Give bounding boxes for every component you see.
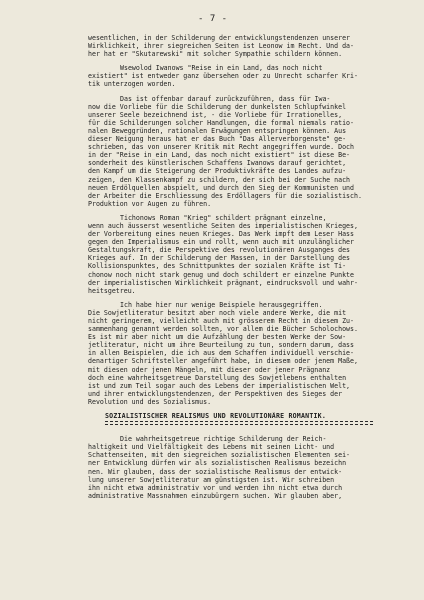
text-line: sonderheit des künstlerischen Schaffens Iwanows darauf gerichtet, [88, 159, 347, 168]
text-line: zeigen, den Klassenkampf zu schildern, der sich bei der Suche nach [88, 175, 351, 184]
text-line: Wsewolod Iwanows "Reise in ein Land, das noch nicht [120, 64, 323, 73]
text-line: Produktion vor Augen zu führen. [88, 199, 212, 208]
section-heading-text: SOZIALISTISCHER REALISMUS UND REVOLUTIONÄRE ROMANTIK. [105, 412, 326, 421]
text-line: heitsgetreu. [88, 286, 136, 295]
text-line: Wirklichkeit, ihrer siegreichen Seiten ist Leonow im Recht. Und da- [88, 42, 354, 51]
text-line: jetliteratur, nicht um ihre Beurteilung zu tun, sondern darum, dass [88, 341, 354, 350]
text-line: in allen Beispielen, die ich aus dem Schaffen individuell verschie- [88, 349, 354, 358]
text-line: den Kampf um die Steigerung der Produktivkräfte des Landes aufzu- [88, 167, 347, 176]
text-line: nicht geringerem, vielleicht auch mit grösserem Recht in diesem Zu- [88, 317, 354, 325]
text-line: Schattenseiten, mit den siegreichen sozialistischen Elementen sei- [88, 451, 351, 460]
text-line: Die Sowjetliteratur besitzt aber noch viele andere Werke, die mit [88, 308, 347, 317]
text-line: now die Vorliebe für die Schilderung der dunkelsten Schlupfwinkel [88, 102, 347, 111]
text-line: chonow noch nicht stark genug und doch schildert er einzelne Punkte [88, 270, 354, 279]
text-line: nen. Wir glauben, dass der sozialistische Realismus der entwick- [88, 467, 343, 476]
text-line: haltigkeit und Vielfältigkeit des Lebens mit seinen Licht- und [88, 443, 335, 452]
text-line: dieser Neigung heraus hat er das Buch "Das Allerverborgenste" ge- [88, 135, 347, 144]
text-line: nalen Beweggründen, rationalen Erwägungen entspringen können. Aus [88, 126, 347, 135]
text-line: lung unserer Sowjetliteratur am günstigsten ist. Wir schreiben [88, 475, 335, 484]
text-line: mit diesen oder jenen Mängeln, mit dieser oder jener Prägnanz [88, 365, 331, 374]
text-line: Tichonows Roman "Krieg" schildert prägnant einzelne, [120, 213, 327, 222]
paragraph [0, 64, 424, 88]
text-line: Kollisionspunktes, des Schnittpunktes der sozialen Kräfte ist Ti- [88, 262, 347, 271]
text-line: doch eine wahrheitsgetreue Darstellung des Sowjetlebens enthalten [88, 373, 347, 382]
paragraph [0, 435, 424, 500]
text-line: Gestaltungskraft, die Perspektive des revolutionären Ausganges des [88, 246, 351, 255]
page-number: - 7 - [198, 14, 228, 24]
text-line: neuen Erdölquellen abspielt, und durch den Sieg der Kommunisten und [88, 183, 354, 192]
paragraph [0, 301, 424, 406]
text-line: sammenhang genannt werden sollten, vor allem die Bücher Scholochows. [88, 325, 358, 334]
text-line: in der "Reise in ein Land, das noch nicht existiert" ist diese Be- [88, 151, 351, 160]
text-line: der Arbeiter die Erschliessung des Erdöllagers für die sozialistisch. [88, 191, 362, 200]
text-line: ner Entwicklung dürfen wir als sozialistischen Realismus bezeichn [88, 459, 347, 468]
text-line: wenn auch äusserst wesentliche Seiten des imperialistischen Krieges, [88, 221, 358, 230]
text-line: tik unterzogen worden. [88, 80, 176, 89]
text-line: ist und zum Teil sogar auch des Lebens der imperialistischen Welt, [88, 381, 351, 390]
text-line: Es ist mir aber nicht um die Aufzählung der besten Werke der Sow- [88, 333, 347, 342]
text-line: für die Schilderungen solcher Handlungen, die formal niemals ratio- [88, 118, 354, 127]
text-line: Die wahrheitsgetreue richtige Schilderung der Reich- [120, 435, 327, 444]
text-line: und ihrer entwicklungstendenzen, der Perspektiven des Sieges der [88, 389, 343, 398]
text-line: existiert" ist entweder ganz übersehen oder zu Unrecht scharfer Kri- [88, 72, 358, 81]
heading-underline [105, 424, 373, 425]
text-line: her hat er "Skutarewski" mit solcher Sympathie schildern können. [88, 50, 343, 59]
document-body [0, 34, 424, 506]
text-line: Ich habe hier nur wenige Beispiele herausgegriffen. [120, 300, 323, 309]
section-heading [0, 412, 424, 425]
text-line: denartiger Schriftsteller angeführt habe, in diesem oder jenem Maße, [88, 357, 358, 366]
text-line: Krieges auf. In der Schilderung der Massen, in der Darstellung des [88, 254, 351, 263]
text-line: der imperialistischen Wirklichkeit prägnant, eindrucksvoll und wahr- [88, 278, 358, 287]
paragraph [0, 95, 424, 208]
text-line: der Vorbereitung eines neuen Krieges. Das Werk impft dem Leser Hass [88, 230, 354, 239]
paragraph [0, 34, 424, 58]
paragraph [0, 214, 424, 295]
text-line: Revolution und des Sozialismus. [88, 397, 212, 406]
text-line: wesentlichen, in der Schilderung der entwicklungstendenzen unserer [88, 34, 351, 42]
text-line: schrieben, das von unserer Kritik mit Recht angegriffen wurde. Doch [88, 143, 354, 152]
text-line: Das ist offenbar darauf zurückzuführen, dass für Iwa- [120, 94, 331, 103]
text-line: unserer Seele bezeichnend ist, - die Vorliebe für Irrationelles, [88, 110, 343, 119]
text-line: ihn nicht etwa administrativ vor und werden ihn nicht etwa durch [88, 483, 343, 492]
text-line: administrative Massnahmen einzubürgern suchen. Wir glauben aber, [88, 491, 343, 500]
text-line: gegen den Imperialismus ein und rollt, wenn auch mit unzulänglicher [88, 238, 354, 247]
heading-underline [105, 421, 373, 422]
